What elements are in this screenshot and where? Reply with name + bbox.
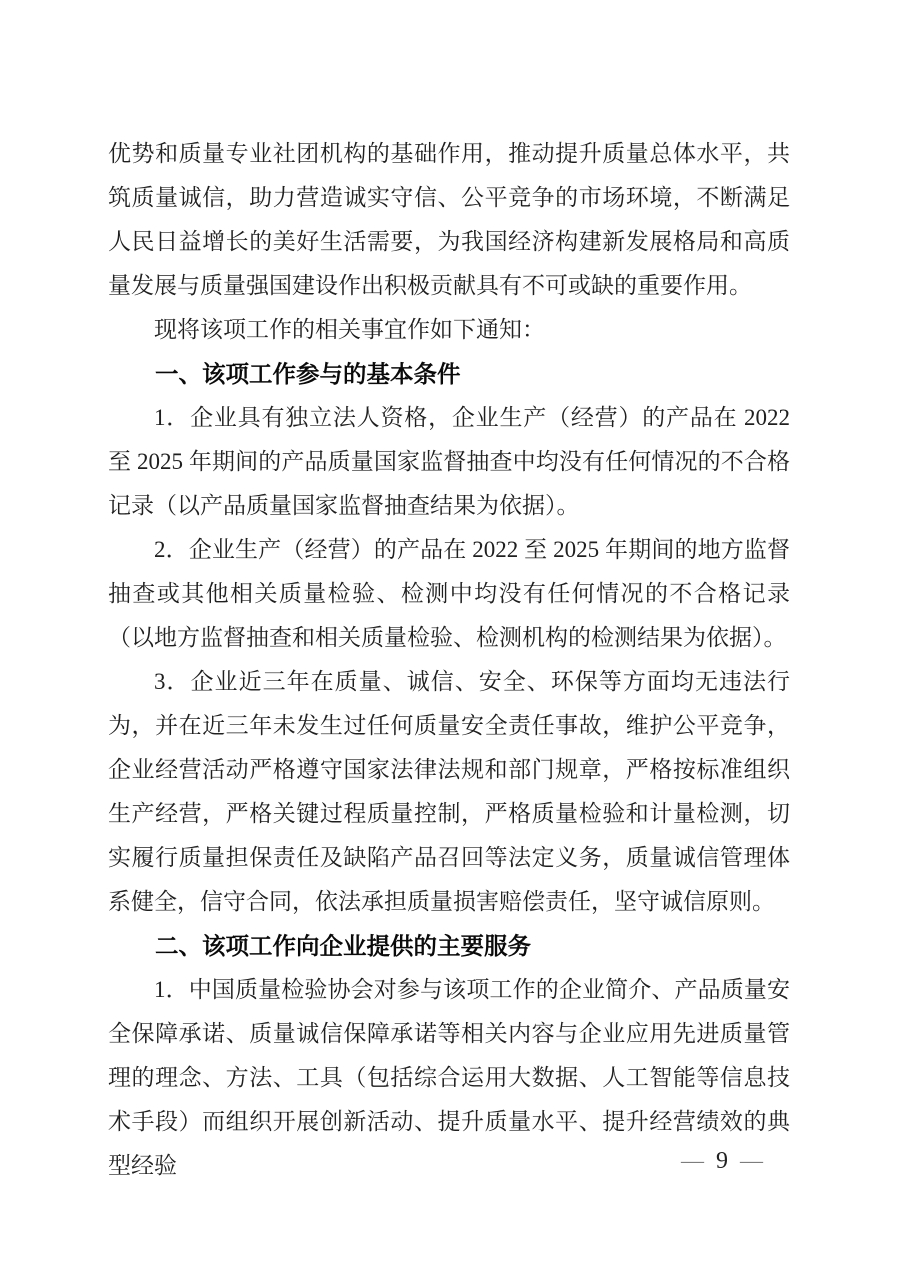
section-2-item-1: 1．中国质量检验协会对参与该项工作的企业简介、产品质量安全保障承诺、质量诚信保障承诺等相关内容与企业应用先进质量管理的理念、方法、工具（包括综合运用大数据、人工智能等信息技术手段）而组织开展创新活动、提升质量水平、提升经营绩效的典型经验 <box>108 977 790 1178</box>
document-body <box>108 132 790 1188</box>
section-1-item-2: 2．企业生产（经营）的产品在 2022 至 2025 年期间的地方监督抽查或其他相关质量检验、检测中均没有任何情况的不合格记录（以地方监督抽查和相关质量检验、检测机构的检测结果为依据）。 <box>108 537 790 650</box>
section-heading-1: 一、该项工作参与的基本条件 <box>155 361 461 387</box>
section-1-item-3: 3．企业近三年在质量、诚信、安全、环保等方面均无违法行为，并在近三年未发生过任何质量安全责任事故，维护公平竞争，企业经营活动严格遵守国家法律法规和部门规章，严格按标准组织生产经营，严格关键过程质量控制，严格质量检验和计量检测，切实履行质量担保责任及缺陷产品召回等法定义务，质量诚信管理体系健全，信守合同，依法承担质量损害赔偿责任，坚守诚信原则。 <box>108 669 790 914</box>
paragraph-opening-continuation: 优势和质量专业社团机构的基础作用，推动提升质量总体水平，共筑质量诚信，助力营造诚实守信、公平竞争的市场环境，不断满足人民日益增长的美好生活需要，为我国经济构建新发展格局和高质量发展与质量强国建设作出积极贡献具有不可或缺的重要作用。 <box>108 141 790 298</box>
page-number-left-dash: — <box>681 1148 704 1173</box>
section-heading-2: 二、该项工作向企业提供的主要服务 <box>155 933 531 959</box>
page-number-value: 9 <box>716 1148 728 1174</box>
paragraph-notice-intro: 现将该项工作的相关事宜作如下通知： <box>154 317 545 342</box>
page-number-right-dash: — <box>740 1148 763 1173</box>
section-1-item-1: 1．企业具有独立法人资格，企业生产（经营）的产品在 2022 至 2025 年期间的产品质量国家监督抽查中均没有任何情况的不合格记录（以产品质量国家监督抽查结果为依据）。 <box>108 405 790 518</box>
page-number <box>681 1146 763 1176</box>
